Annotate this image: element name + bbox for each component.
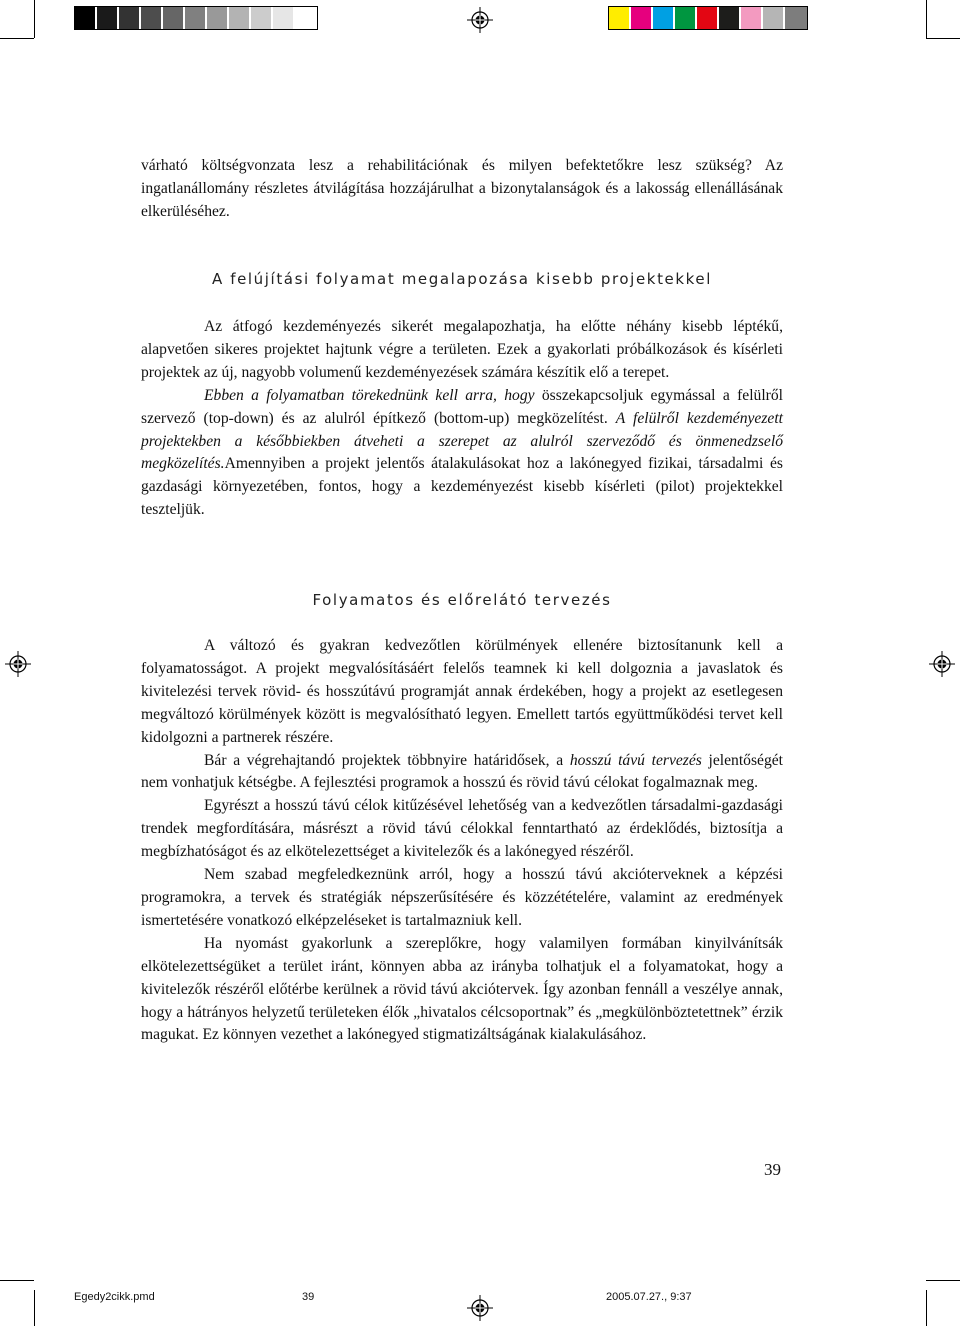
italic-text: A felülről kezdeményezett projektekben a későbbiekben átveheti a szerepet az alulról szerveződő és önmenedzselő megközelítés. bbox=[141, 409, 783, 473]
color-swatch bbox=[697, 7, 719, 29]
color-swatch bbox=[741, 7, 763, 29]
text-span: összekapcsoljuk egymással a felülről szervező (top-down) és az alulról építkező (bottom-up) megközelítést. bbox=[141, 386, 783, 427]
crop-mark bbox=[926, 1290, 927, 1326]
paragraph: Ha nyomást gyakorlunk a szereplőkre, hogy valamilyen formában kinyilvánítsák elkötelezettségüket a terület iránt, könnyen abba az irányba tolhatjuk el a folyamatokat, hogy a kivitelezők részéről előtérbe kerülnek a rövid távú akciótervek. Így azonban fennáll a veszélye annak, hogy a hátrányos helyzetű területeken élők „hivatalos célcsoportnak” és „megkülönböztetettnek” érzik magukat. Ez könnyen vezethet a lakónegyed stigmatizáltságának kialakulásához. bbox=[141, 934, 783, 1044]
slug-datetime: 2005.07.27., 9:37 bbox=[606, 1291, 692, 1303]
color-swatch bbox=[763, 7, 785, 29]
color-swatch bbox=[785, 7, 807, 29]
paragraph: Az átfogó kezdeményezés sikerét megalapozhatja, ha előtte néhány kisebb léptékű, alapvetően sikeres projektet hajtunk végre a területen. Ezek a gyakorlati próbálkozások és kísérleti projektek az új, nagyobb volumenű kezdeményezések számára készítik elő a terepet. bbox=[141, 318, 783, 381]
registration-mark-icon bbox=[467, 7, 493, 33]
color-swatch bbox=[653, 7, 675, 29]
color-swatch bbox=[75, 7, 97, 29]
crop-mark bbox=[34, 1290, 35, 1326]
color-swatch bbox=[295, 7, 317, 29]
crop-mark bbox=[926, 38, 960, 39]
registration-mark-icon bbox=[929, 651, 955, 677]
registration-mark-icon bbox=[467, 1295, 493, 1321]
section-body bbox=[141, 635, 783, 1047]
crop-mark bbox=[0, 1280, 34, 1281]
color-swatch bbox=[229, 7, 251, 29]
text-span: Bár a végrehajtandó projektek többnyire határidősek, a bbox=[204, 751, 570, 769]
color-swatch bbox=[251, 7, 273, 29]
color-swatch bbox=[141, 7, 163, 29]
crop-mark bbox=[0, 38, 34, 39]
color-swatch bbox=[119, 7, 141, 29]
section-body bbox=[141, 316, 783, 522]
color-swatch bbox=[185, 7, 207, 29]
paragraph bbox=[141, 385, 783, 522]
slug-filename: Egedy2cikk.pmd bbox=[74, 1291, 155, 1303]
italic-text: hosszú távú tervezés bbox=[569, 751, 702, 769]
section-heading: A felújítási folyamat megalapozása kisebb projektekkel bbox=[211, 270, 713, 288]
color-swatch bbox=[675, 7, 697, 29]
color-swatch bbox=[163, 7, 185, 29]
color-swatch bbox=[97, 7, 119, 29]
crop-mark bbox=[926, 0, 927, 38]
intro-paragraph: várható költségvonzata lesz a rehabilitációnak és milyen befektetőkre lesz szükség? Az ingatlanállomány részletes átvilágítása hozzájárulhat a bizonytalanságok és a lakosság ellenállásának elkerüléséhez. bbox=[141, 157, 783, 220]
color-swatch bbox=[609, 7, 631, 29]
paragraph: Egyrészt a hosszú távú célok kitűzésével lehetőség van a kedvezőtlen társadalmi-gazdasági trendek megfordítására, másrészt a rövid távú célokkal fenntartható az érdeklődés, biztosítja a megbízhatóságot és az elkötelezettséget a kivitelezők és a lakónegyed részéről. bbox=[141, 797, 783, 861]
grayscale-bar bbox=[74, 6, 318, 30]
section-heading: Folyamatos és előrelátó tervezés bbox=[312, 591, 612, 609]
italic-text: Ebben a folyamatban törekednünk kell arra, hogy bbox=[204, 386, 535, 404]
text-span: Amennyiben a projekt jelentős átalakulásokat hoz a lakónegyed fizikai, társadalmi és gazdasági környezetében, fontos, hogy a kezdeményezést kisebb kísérleti (pilot) projektekkel teszteljük. bbox=[141, 455, 783, 519]
color-swatch bbox=[631, 7, 653, 29]
paragraph bbox=[141, 750, 783, 796]
registration-mark-icon bbox=[5, 651, 31, 677]
crop-mark bbox=[34, 0, 35, 38]
color-swatch bbox=[207, 7, 229, 29]
paragraph: A változó és gyakran kedvezőtlen körülmények ellenére biztosítanunk kell a folyamatosságot. A projekt megvalósításáért felelős teamnek ki kell dolgoznia a javaslatok és kivitelezési tervek rövid- és hosszútávú programját annak érdekében, hogy a projekt az esetlegesen megváltozó körülmények között is megvalósítható legyen. Emellett tartós együttműködési tervet kell kidolgozni a partnerek részére. bbox=[141, 637, 783, 746]
color-swatch bbox=[719, 7, 741, 29]
color-bar bbox=[608, 6, 808, 30]
page-number: 39 bbox=[764, 1160, 781, 1179]
color-swatch bbox=[273, 7, 295, 29]
text-span: jelentőségét nem vonhatjuk kétségbe. A fejlesztési programok a hosszú és rövid távú célokat fogalmaznak meg. bbox=[141, 751, 783, 792]
crop-mark bbox=[926, 1280, 960, 1281]
slug-page: 39 bbox=[302, 1291, 315, 1303]
paragraph: Nem szabad megfeledkeznünk arról, hogy a hosszú távú akcióterveknek a képzési programokra, a tervek és stratégiák népszerűsítésére és közzétételére, valamint az eredmények ismertetésére vonatkozó elképzeléseket is tartalmazniuk kell. bbox=[141, 866, 783, 929]
